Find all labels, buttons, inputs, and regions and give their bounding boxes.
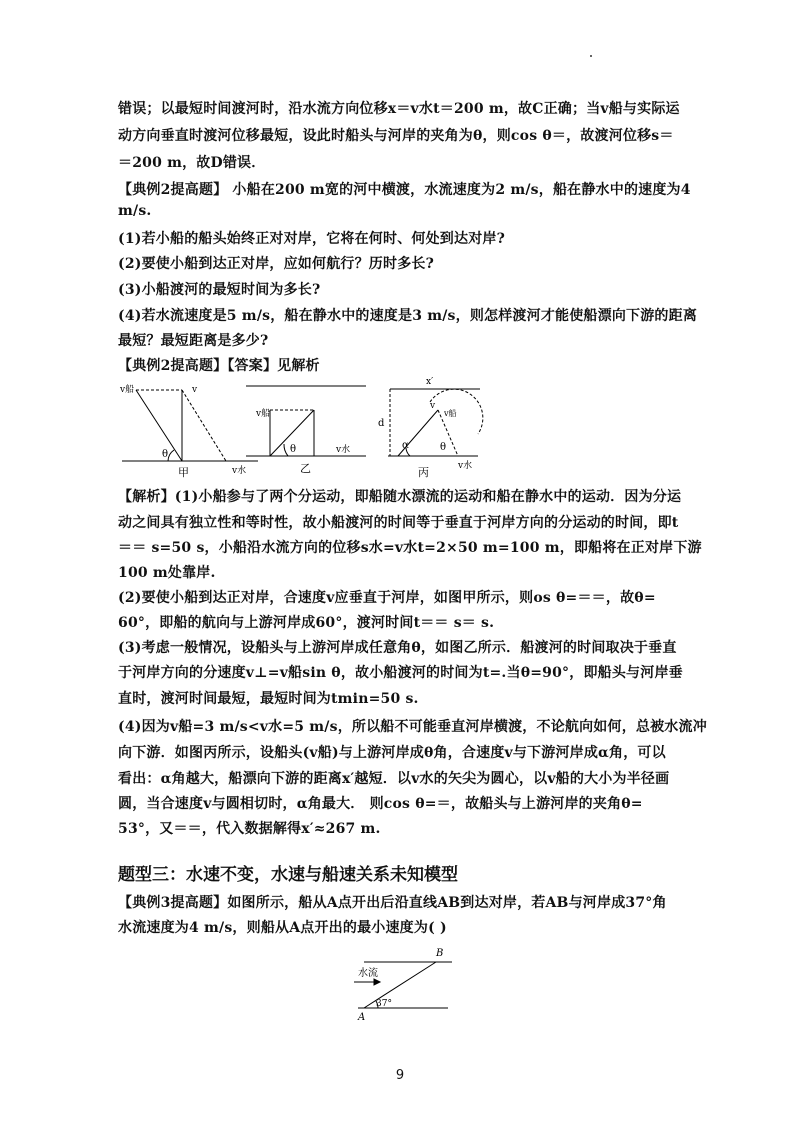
solution-line: 于河岸方向的分速度v⊥=v船sin θ，故小船渡河的时间为t=.当θ=90°，即船头与河岸垂 [118, 665, 683, 681]
text-line: 水流速度为4 m/s，则船从A点开出的最小速度为( ) [118, 920, 447, 936]
section-heading: 题型三：水速不变，水速与船速关系未知模型 [118, 865, 458, 885]
question-3: (3)小船渡河的最短时间为多长? [118, 282, 321, 298]
solution-line: 动之间具有独立性和等时性，故小船渡河的时间等于垂直于河岸方向的分运动的时间，即t [118, 515, 679, 531]
example-2-title: 【典例2提高题】 小船在200 m宽的河中横渡，水流速度为2 m/s，船在静水中的速度为4 [118, 182, 691, 198]
velocity-diagrams [118, 372, 490, 480]
answer-heading: 【典例2提高题】【答案】见解析 [118, 358, 320, 374]
solution-line: 直时，渡河时间最短，最短时间为tmin=50 s. [118, 691, 419, 707]
jia-theta: θ [162, 449, 169, 460]
point-a: A [358, 1012, 366, 1022]
bing-x-prime: x′ [426, 377, 434, 387]
bing-caption: 丙 [418, 466, 429, 479]
solution-line: 圆，当合速度v与圆相切时，α角最大． 则cos θ=＝，故船头与上游河岸的夹角θ= [118, 796, 643, 812]
text-line: 错误；以最短时间渡河时，沿水流方向位移x＝v水t＝200 m，故C正确；当v船与实际运 [118, 101, 680, 117]
jia-v: v [192, 385, 198, 395]
question-1: (1)若小船的船头始终正对对岸，它将在何时、何处到达对岸? [118, 231, 505, 247]
bing-v-boat: v船 [444, 409, 457, 418]
text-line: 动方向垂直时渡河位移最短，设此时船头与河岸的夹角为θ，则cos θ＝，故渡河位移s＝ [118, 128, 674, 144]
text-line: m/s. [118, 203, 152, 219]
jia-v-boat: v船 [120, 385, 135, 395]
diagram-jia [122, 390, 258, 461]
yi-caption: 乙 [300, 462, 311, 475]
question-4: (4)若水流速度是5 m/s，船在静水中的速度是3 m/s，则怎样渡河才能使船漂向下游的距离 [118, 308, 698, 324]
corner-dot [590, 55, 592, 57]
bing-alpha: α [402, 440, 409, 451]
page-number: 9 [395, 1068, 405, 1083]
solution-line: 向下游．如图丙所示，设船头(v船)与上游河岸成θ角，合速度v与下游河岸成α角，可以 [118, 745, 666, 761]
bing-v: v [430, 401, 436, 411]
question-2: (2)要使小船到达正对岸，应如何航行？历时多长? [118, 256, 434, 272]
bing-v-water: v水 [458, 461, 473, 471]
solution-line: 看出：α角越大，船漂向下游的距离x′越短．以v水的矢尖为圆心，以v船的大小为半径画 [118, 771, 670, 787]
bing-d: d [378, 418, 385, 429]
point-b: B [436, 948, 444, 959]
jia-v-water: v水 [232, 466, 247, 476]
solution-line: 100 m处靠岸. [118, 565, 216, 581]
solution-line: ＝＝ s=50 s，小船沿水流方向的位移s水=v水t=2×50 m=100 m，即船将在正对岸下游 [118, 540, 702, 556]
yi-v-water: v水 [336, 445, 351, 455]
solution-line: (3)考虑一般情况，设船头与上游河岸成任意角θ，如图乙所示．船渡河的时间取决于垂直 [118, 640, 677, 656]
solution-line: (2)要使小船到达正对岸，合速度v应垂直于河岸，如图甲所示，则os θ=＝＝，故θ= [118, 590, 656, 606]
yi-theta: θ [290, 444, 297, 455]
solution-line: 60°，即船的航向与上游河岸成60°，渡河时间t＝＝ s＝ s. [118, 615, 495, 631]
flow-label: 水流 [358, 968, 378, 979]
text-line: 最短？最短距离是多少? [118, 333, 269, 349]
yi-v-boat: v船 [256, 409, 271, 419]
text-line: ＝200 m，故D错误． [118, 155, 266, 171]
jia-caption: 甲 [178, 466, 189, 479]
solution-line: 53°，又＝＝，代入数据解得x′≈267 m. [118, 821, 381, 837]
angle-label: 37° [376, 999, 392, 1009]
solution-line: (4)因为v船=3 m/s<v水=5 m/s，所以船不可能垂直河岸横渡，不论航向如何，总被水流冲 [118, 719, 707, 735]
river-crossing-diagram [340, 940, 460, 1022]
solution-line: 【解析】(1)小船参与了两个分运动，即船随水漂流的运动和船在静水中的运动．因为分运 [118, 489, 682, 505]
bing-theta: θ [440, 442, 447, 453]
example-3-title: 【典例3提高题】如图所示，船从A点开出后沿直线AB到达对岸，若AB与河岸成37°角 [118, 895, 667, 911]
